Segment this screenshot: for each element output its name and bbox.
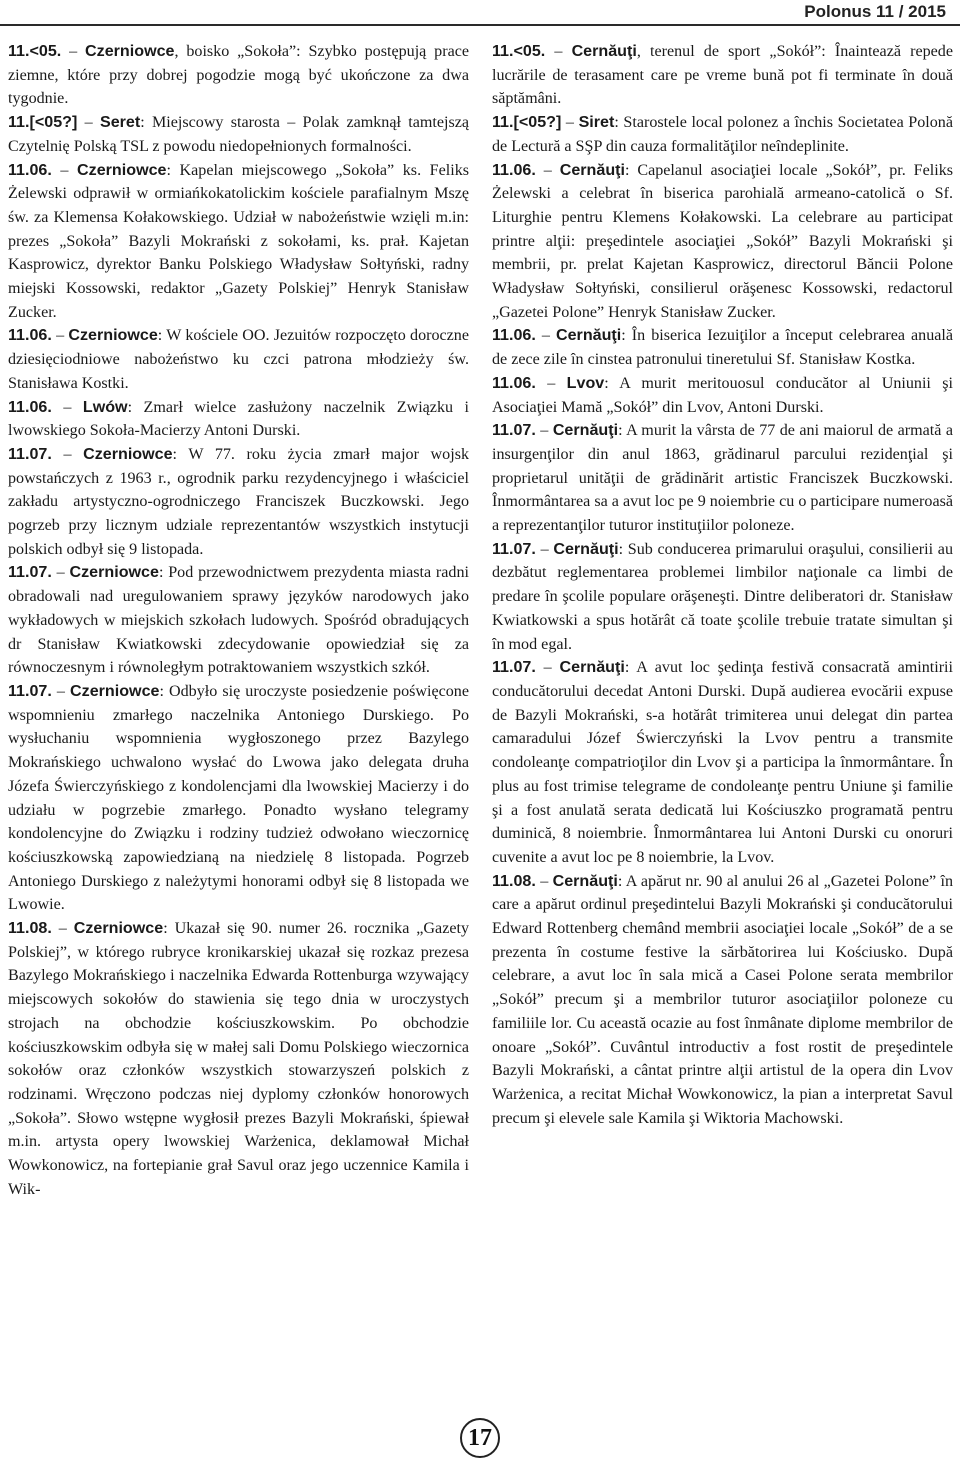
column-polish xyxy=(8,40,469,1426)
entry-date: 11.08. xyxy=(8,919,52,938)
chronicle-entry: 11.06. – Lvov: A murit meritouosul conducător al Uniunii şi Asociaţiei Mamă „Sokół” din Lvov, Antoni Durski. xyxy=(492,373,953,416)
entry-date: 11.07. xyxy=(8,444,52,463)
entry-date: 11.06. xyxy=(492,373,536,392)
chronicle-entry: 11.07. – Cernăuţi: Sub conducerea primarului oraşului, consilierii au dezbătut reglementarea problemei limbilor naţionale ca limbi de predare în şcolile populare orăşeneşti. Dintre deliberatori dr. Stanisław Kwiatkowski a spus hotărât că toate şcolile trebuie tratate simultan şi în mod egal. xyxy=(492,539,953,653)
entry-text: : Sub conducerea primarului oraşului, consilierii au dezbătut reglementarea problemei limbilor naţionale ca limbi de predare în şcolile populare orăşeneşti. Dintre deliberatori dr. Stanisław Kwiatkowski a spus hotărât că toate şcolile trebuie tratate simultan şi în mod egal. xyxy=(492,540,953,653)
entry-date: 11.06. xyxy=(492,326,536,345)
entry-date: 11.06. xyxy=(8,160,52,179)
page-number-badge: 17 xyxy=(460,1418,500,1458)
entry-place: Czerniowce xyxy=(83,444,173,463)
entry-date: 11.<05. xyxy=(492,42,546,60)
entry-place: Cernăuţi xyxy=(552,421,619,440)
chronicle-entry: 11.07. – Cernăuţi: A murit la vârsta de 77 de ani maiorul de armată a insurgenţilor din anul 1863, grădinarul parcului rezidenţial şi proprietarul unităţii de grădinărit artistic Franciszek Buczkowski. Înmormântarea sa a avut loc pe 9 noiembrie cu o participare numeroasă a reprezentanţilor tuturor instituţiilor poloneze. xyxy=(492,421,953,535)
entry-date: 11.06. xyxy=(8,397,52,416)
entry-text: : Odbyło się uroczyste posiedzenie poświęcone wspomnieniu zmarłego naczelnika Antoniego Durskiego. Po wysłuchaniu wspomnienia wygłoszonego przez Bazylego Mokrańskiego uchwalono wysłać do Lwowa jako delegata druha Józefa Świerczyńskiego z kondolencjami dla lwowskiej Macierzy i do udziału w pogrzebie zmarłego. Ponadto wysłano telegramy kondolencyjne do Związku i rodziny tudzież odwołano wieczornicę kościuszkowską zapowiedzianą na niedzielę 8 listopada. Pogrzeb Antoniego Durskiego z należytymi honorami odbył się 8 listopada we Lwowie. xyxy=(8,682,469,914)
entry-text: : Ukazał się 90. numer 26. rocznika „Gazety Polskiej”, w którego rubryce kronikarskiej ukazał się rozkaz prezesa Bazylego Mokrańskiego i naczelnika Edwarda Rottenburga wzywający miejscowych sokołów do stawienia się tego dnia w uroczystych strojach na obchodzie kościuszkowskim. Po obchodzie kościuszkowskim odbyła się w małej sali Domu Polskiego wieczornica sokołów oraz członków wszystkich stowarzyszeń polskich z rodzinami. Wręczono podczas niej dyplomy członków honorowych „Sokoła”. Słowo wstępne wygłosił prezes Bazyli Mokrański, śpiewał m.in. artysta opery lwowskiej Warżenica, deklamował Michał Wowkonowicz, na fortepianie grał Savul oraz jego uczennice Kamila i Wik- xyxy=(8,920,469,1198)
entry-place: Siret xyxy=(578,113,615,132)
entry-text: : A avut loc şedinţa festivă consacrată amintirii conducătorului decedat Antoni Durski. După audierea evocării expuse de Bazyli Mokrański, s-a hotărât trimiterea unui delegat din partea camaradului Józef Świerczyński la Lvov pentru a transmite condoleanţe compatrioţilor din Lvov şi a participa la înmormântare. În plus au fost trimise telegrame de condoleanţe pentru Uniune şi familie şi a fost anulată serata dedicată lui Kościuszko programată pentru duminică, 8 noiembrie. Înmormântarea lui Antoni Durski cu onoruri cuvenite a avut loc pe 8 noiembrie, la Lvov. xyxy=(492,659,953,866)
entry-text: : Zmarł wielce zasłużony naczelnik Związku i lwowskiego Sokoła-Macierzy Antoni Durski. xyxy=(8,398,469,440)
chronicle-entry: 11.07. – Czerniowce: Odbyło się uroczyste posiedzenie poświęcone wspomnieniu zmarłego naczelnika Antoniego Durskiego. Po wysłuchaniu wspomnienia wygłoszonego przez Bazylego Mokrańskiego uchwalono wysłać do Lwowa jako delegata druha Józefa Świerczyńskiego z kondolencjami dla lwowskiej Macierzy i do udziału w pogrzebie zmarłego. Ponadto wysłano telegramy kondolencyjne do Związku i rodziny tudzież odwołano wieczornicę kościuszkowską zapowiedzianą na niedzielę 8 listopada. Pogrzeb Antoniego Durskiego z należytymi honorami odbył się 8 listopada we Lwowie. xyxy=(8,681,469,914)
entry-text: : W 77. roku życia zmarł major wojsk powstańczych z 1963 r., ogrodnik parku rezydencyjnego i właściciel zakładu artystyczno-ogrodniczego Franciszek Buczkowski. Jego pogrzeb przy licznym udziale reprezentantów wszystkich instytucji polskich odbył się 9 listopada. xyxy=(8,445,469,558)
entry-place: Czerniowce xyxy=(77,160,167,179)
entry-place: Lwów xyxy=(82,397,128,416)
running-header: Polonus 11 / 2015 xyxy=(804,2,946,21)
chronicle-entry: 11.08. – Cernăuţi: A apărut nr. 90 al anului 26 al „Gazetei Polone” în care a apărut ordinul preşedintelui Bazyli Mokrański şi conducătorului Edward Rottenberg chemând membrii asociaţiei locale „Sokół” de a se prezenta în costume festive la sărbătorirea lui Kościusko. După celebrare, a avut loc în sala mică a Casei Polone serata membrilor „Sokół” precum şi a membrilor tuturor asociaţiilor poloneze cu familiile lor. Cu această ocazie au fost înmânate diplome membrilor de onoare „Sokół”. Cuvântul introductiv a fost rostit de preşedintele Bazyli Mokrański, a cântat printre alţii artistul de la opera din Lvov Warżenica, a recitat Michał Wowkonowicz, la pian a interpretat Savul precum şi elevele sale Kamila şi Wiktoria Machowski. xyxy=(492,871,953,1127)
chronicle-entry: 11.<05. – Czerniowce, boisko „Sokoła”: Szybko postępują prace ziemne, które przy dobrej pogodzie mogą być ukończone za dwa tygodnie. xyxy=(8,42,469,108)
entry-date: 11.07. xyxy=(8,563,52,582)
entry-place: Cernăuţi xyxy=(571,42,637,60)
entry-place: Cernăuţi xyxy=(552,871,618,890)
chronicle-entry: 11.06. – Lwów: Zmarł wielce zasłużony naczelnik Związku i lwowskiego Sokoła-Macierzy Antoni Durski. xyxy=(8,397,469,440)
chronicle-entry: 11.07. – Czerniowce: W 77. roku życia zmarł major wojsk powstańczych z 1963 r., ogrodnik parku rezydencyjnego i właściciel zakładu artystyczno-ogrodniczego Franciszek Buczkowski. Jego pogrzeb przy licznym udziale reprezentantów wszystkich instytucji polskich odbył się 9 listopada. xyxy=(8,444,469,558)
entry-date: 11.07. xyxy=(492,658,536,677)
entry-place: Czerniowce xyxy=(85,42,175,60)
entry-place: Lvov xyxy=(566,373,605,392)
entry-text: , boisko „Sokoła”: Szybko postępują prace ziemne, które przy dobrej pogodzie mogą być ukończone za dwa tygodnie. xyxy=(8,43,469,108)
entry-date: 11.07. xyxy=(8,681,52,700)
entry-place: Cernăuţi xyxy=(559,160,625,179)
entry-date: 11.[<05?] xyxy=(8,113,78,132)
entry-place: Czerniowce xyxy=(70,681,160,700)
entry-place: Czerniowce xyxy=(68,326,158,345)
chronicle-entry: 11.06. – Cernăuţi: Capelanul asociaţiei locale „Sokół”, pr. Feliks Żelewski a celebrat în biserica parohială armeano-catolică o Sf. Liturghie pentru Klemens Kołakowski. La celebrare au participat printre alţii: preşedintele asociaţiei „Sokół” Bazyli Mokrański şi membrii, pr. prelat Kajetan Kasprowicz, directorul Băncii Polone Władysław Sołtyński, consilierul orăşenesc Kossowski, redactorul „Gazetei Polone” Henryk Stanisław Zucker. xyxy=(492,160,953,321)
entry-date: 11.06. xyxy=(8,326,52,345)
entry-place: Czerniowce xyxy=(73,919,164,938)
chronicle-entry: 11.06. – Czerniowce: Kapelan miejscowego „Sokoła” ks. Feliks Żelewski odprawił w ormiańkokatolickim kościele parafialnym Mszę św. za Klemensa Kołakowskiego. Udział w nabożeństwie wzięli m.in: prezes „Sokoła” Bazyli Mokrański z sokołami, ks. prał. Kajetan Kasprowicz, dyrektor Banku Polskiego Władysław Sołtyński, radny miejski Kossowski, redaktor „Gazety Polskiej” Henryk Stanisław Zucker. xyxy=(8,160,469,321)
chronicle-entry: 11.06. – Cernăuţi: În biserica Iezuiţilor a început celebrarea anuală de zece zile în cinstea patronului tineretului Sf. Stanisław Kostka. xyxy=(492,326,953,369)
entry-date: 11.07. xyxy=(492,421,536,440)
entry-text: : Capelanul asociaţiei locale „Sokół”, pr. Feliks Żelewski a celebrat în biserica parohială armeano-catolică o Sf. Liturghie pentru Klemens Kołakowski. La celebrare au participat printre alţii: preşedintele asociaţiei „Sokół” Bazyli Mokrański şi membrii, pr. prelat Kajetan Kasprowicz, directorul Băncii Polone Władysław Sołtyński, consilierul orăşenesc Kossowski, redactorul „Gazetei Polone” Henryk Stanisław Zucker. xyxy=(492,161,953,321)
entry-place: Cernăuţi xyxy=(559,658,625,677)
entry-date: 11.[<05?] xyxy=(492,113,562,132)
entry-date: 11.08. xyxy=(492,871,536,890)
entry-place: Czerniowce xyxy=(69,563,159,582)
chronicle-entry: 11.06. – Czerniowce: W kościele OO. Jezuitów rozpoczęto doroczne dziesięciodniowe nabożeństwo ku czci patrona młodzieży św. Stanisława Kostki. xyxy=(8,326,469,392)
entry-text: : Starostele local polonez a închis Societatea Polonă de Lectură a SŞP din cauza formalităţilor neîndeplinite. xyxy=(492,114,953,155)
column-romanian xyxy=(492,40,953,1426)
entry-place: Cernăuţi xyxy=(555,326,622,345)
entry-text: : Pod przewodnictwem prezydenta miasta radni obradowali nad uregulowaniem sprawy języków narodowych jako wykładowych w miejskich szkołach ludowych. Spośród obradujących dr Stanisław Kwiatkowski zdecydowanie opowiedział się za równoczesnym i równoległym potraktowaniem wszystkich szkół. xyxy=(8,564,469,677)
entry-text: : A murit meritouosul conducător al Uniunii şi Asociaţiei Mamă „Sokół” din Lvov, Antoni Durski. xyxy=(492,374,953,416)
chronicle-entry: 11.07. – Czerniowce: Pod przewodnictwem prezydenta miasta radni obradowali nad uregulowaniem sprawy języków narodowych jako wykładowych w miejskich szkołach ludowych. Spośród obradujących dr Stanisław Kwiatkowski zdecydowanie opowiedział się za równoczesnym i równoległym potraktowaniem wszystkich szkół. xyxy=(8,563,469,677)
entry-text: : A apărut nr. 90 al anului 26 al „Gazetei Polone” în care a apărut ordinul preşedintelui Bazyli Mokrański şi conducătorului Edward Rottenberg chemând membrii asociaţiei locale „Sokół” de a se prezenta în costume festive la sărbătorirea lui Kościusko. După celebrare, a avut loc în sala mică a Casei Polone serata membrilor „Sokół” precum şi a membrilor tuturor asociaţiilor poloneze cu familiile lor. Cu această ocazie au fost înmânate diplome membrilor de onoare „Sokół”. Cuvântul introductiv a fost rostit de preşedintele Bazyli Mokrański, a cântat printre alţii artistul de la opera din Lvov Warżenica, a recitat Michał Wowkonowicz, la pian a interpretat Savul precum şi elevele sale Kamila şi Wiktoria Machowski. xyxy=(492,872,953,1127)
chronicle-entry: 11.<05. – Cernăuţi, terenul de sport „Sokół”: Înaintează repede lucrările de terasament care pe vreme bună pot fi terminate în două săptămâni. xyxy=(492,42,953,108)
entry-text: : Kapelan miejscowego „Sokoła” ks. Feliks Żelewski odprawił w ormiańkokatolickim kościele parafialnym Mszę św. za Klemensa Kołakowskiego. Udział w nabożeństwie wzięli m.in: prezes „Sokoła” Bazyli Mokrański z sokołami, ks. prał. Kajetan Kasprowicz, dyrektor Banku Polskiego Władysław Sołtyński, radny miejski Kossowski, redaktor „Gazety Polskiej” Henryk Stanisław Zucker. xyxy=(8,161,469,321)
header-rule xyxy=(0,24,960,26)
chronicle-entry: 11.[<05?] – Siret: Starostele local polonez a închis Societatea Polonă de Lectură a SŞP din cauza formalităţilor neîndeplinite. xyxy=(492,113,953,155)
chronicle-entry: 11.[<05?] – Seret: Miejscowy starosta – Polak zamknął tamtejszą Czytelnię Polską TSL z powodu niedopełnionych formalności. xyxy=(8,113,469,155)
chronicle-entry: 11.08. – Czerniowce: Ukazał się 90. numer 26. rocznika „Gazety Polskiej”, w którego rubryce kronikarskiej ukazał się rozkaz prezesa Bazylego Mokrańskiego i naczelnika Edwarda Rottenburga wzywający miejscowych sokołów do stawienia się tego dnia w uroczystych strojach na obchodzie kościuszkowskim. Po obchodzie kościuszkowskim odbyła się w małej sali Domu Polskiego wieczornica sokołów oraz członków wszystkich stowarzyszeń polskich z rodzinami. Wręczono podczas niej dyplomy członków honorowych „Sokoła”. Słowo wstępne wygłosił prezes Bazyli Mokrański, śpiewał m.in. artysta opery lwowskiej Warżenica, deklamował Michał Wowkonowicz, na fortepianie grał Savul oraz jego uczennice Kamila i Wik- xyxy=(8,919,469,1198)
entry-place: Cernăuţi xyxy=(553,539,619,558)
entry-text: : A murit la vârsta de 77 de ani maiorul de armată a insurgenţilor din anul 1863, grădinarul parcului rezidenţial şi proprietarul unităţii de grădinărit artistic Franciszek Buczkowski. Înmormântarea sa a avut loc pe 9 noiembrie cu o participare numeroasă a reprezentanţilor tuturor instituţiilor poloneze. xyxy=(492,422,953,535)
entry-date: 11.<05. xyxy=(8,42,62,60)
entry-date: 11.07. xyxy=(492,539,536,558)
entry-text: , terenul de sport „Sokół”: Înaintează repede lucrările de terasament care pe vreme bună pot fi terminate în două săptămâni. xyxy=(492,43,953,108)
chronicle-entry: 11.07. – Cernăuţi: A avut loc şedinţa festivă consacrată amintirii conducătorului decedat Antoni Durski. După audierea evocării expuse de Bazyli Mokrański, s-a hotărât trimiterea unui delegat din partea camaradului Józef Świerczyński la Lvov pentru a transmite condoleanţe compatrioţilor din Lvov şi a participa la înmormântare. În plus au fost trimise telegrame de condoleanţe pentru Uniune şi familie şi a fost anulată serata dedicată lui Kościuszko programată pentru duminică, 8 noiembrie. Înmormântarea lui Antoni Durski cu onoruri cuvenite a avut loc pe 8 noiembrie, la Lvov. xyxy=(492,658,953,866)
entry-text: : În biserica Iezuiţilor a început celebrarea anuală de zece zile în cinstea patronului tineretului Sf. Stanisław Kostka. xyxy=(492,327,953,369)
entry-text: : W kościele OO. Jezuitów rozpoczęto doroczne dziesięciodniowe nabożeństwo ku czci patrona młodzieży św. Stanisława Kostki. xyxy=(8,327,469,392)
entry-place: Seret xyxy=(99,113,141,132)
entry-text: : Miejscowy starosta – Polak zamknął tamtejszą Czytelnię Polską TSL z powodu niedopełnionych formalności. xyxy=(8,114,469,155)
entry-date: 11.06. xyxy=(492,160,536,179)
